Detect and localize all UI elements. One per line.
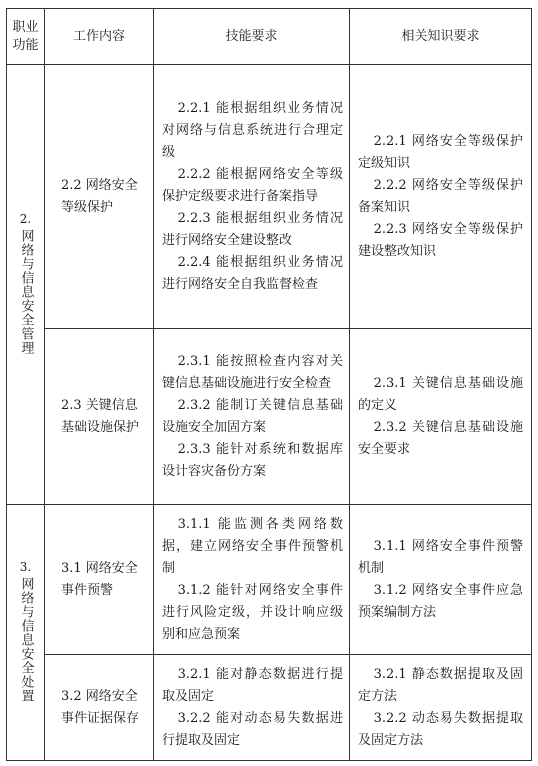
work-content-cell: 3.1 网络安全事件预警 [45, 505, 154, 655]
skill-item: 2.3.2 能制订关键信息基础设施安全加固方案 [162, 397, 343, 435]
skill-item: 3.1.2 能针对网络安全事件进行风险定级，并设计响应级别和应急预案 [162, 582, 343, 642]
knowledge-cell [350, 329, 532, 505]
skill-item: 2.3.3 能针对系统和数据库设计容灾备份方案 [162, 441, 343, 479]
section-title: 网络与信息安全管理 [18, 228, 34, 355]
header-function-line1: 职业 [12, 19, 39, 35]
table-row [7, 505, 532, 655]
header-function-line2: 功能 [12, 37, 39, 53]
knowledge-item: 3.2.2 动态易失数据提取及固定方法 [358, 710, 523, 748]
section-function-cell [7, 505, 45, 761]
knowledge-item: 3.1.1 网络安全事件预警机制 [358, 538, 523, 576]
skill-item: 3.1.1 能监测各类网络数据，建立网络安全事件预警机制 [162, 516, 343, 576]
skills-cell [154, 65, 350, 329]
skill-item: 2.3.1 能按照检查内容对关键信息基础设施进行安全检查 [162, 353, 343, 391]
skills-cell [154, 655, 350, 761]
header-knowledge-requirements: 相关知识要求 [350, 9, 532, 65]
skill-item: 2.2.1 能根据组织业务情况对网络与信息系统进行合理定级 [162, 100, 343, 160]
skill-item: 2.2.3 能根据组织业务情况进行网络安全建设整改 [162, 210, 343, 248]
table-row [7, 329, 532, 505]
skill-item: 2.2.4 能根据组织业务情况进行网络安全自我监督检查 [162, 254, 343, 292]
table-row [7, 65, 532, 329]
skills-cell [154, 505, 350, 655]
table-row [7, 655, 532, 761]
knowledge-item: 3.1.2 网络安全事件应急预案编制方法 [358, 582, 523, 620]
skills-cell [154, 329, 350, 505]
section-title: 网络与信息安全处置 [18, 576, 34, 703]
knowledge-item: 2.3.1 关键信息基础设施的定义 [358, 375, 523, 413]
knowledge-item: 2.2.2 网络安全等级保护备案知识 [358, 177, 523, 215]
work-content-cell: 2.2 网络安全等级保护 [45, 65, 154, 329]
skill-item: 3.2.2 能对动态易失数据进行提取及固定 [162, 710, 343, 748]
header-skill-requirements: 技能要求 [154, 9, 350, 65]
knowledge-item: 2.3.2 关键信息基础设施安全要求 [358, 419, 523, 457]
header-function [7, 9, 45, 65]
section-number: 3. [19, 559, 32, 574]
knowledge-cell [350, 65, 532, 329]
skills-table [6, 8, 532, 761]
work-content-cell: 3.2 网络安全事件证据保存 [45, 655, 154, 761]
table-header-row [7, 9, 532, 65]
header-work-content: 工作内容 [45, 9, 154, 65]
section-number: 2. [19, 211, 32, 226]
knowledge-cell [350, 655, 532, 761]
section-function-cell [7, 65, 45, 505]
knowledge-item: 2.2.3 网络安全等级保护建设整改知识 [358, 221, 523, 259]
work-content-cell: 2.3 关键信息基础设施保护 [45, 329, 154, 505]
knowledge-cell [350, 505, 532, 655]
knowledge-item: 3.2.1 静态数据提取及固定方法 [358, 666, 523, 704]
knowledge-item: 2.2.1 网络安全等级保护定级知识 [358, 133, 523, 171]
skill-item: 2.2.2 能根据网络安全等级保护定级要求进行备案指导 [162, 166, 343, 204]
skill-item: 3.2.1 能对静态数据进行提取及固定 [162, 666, 343, 704]
